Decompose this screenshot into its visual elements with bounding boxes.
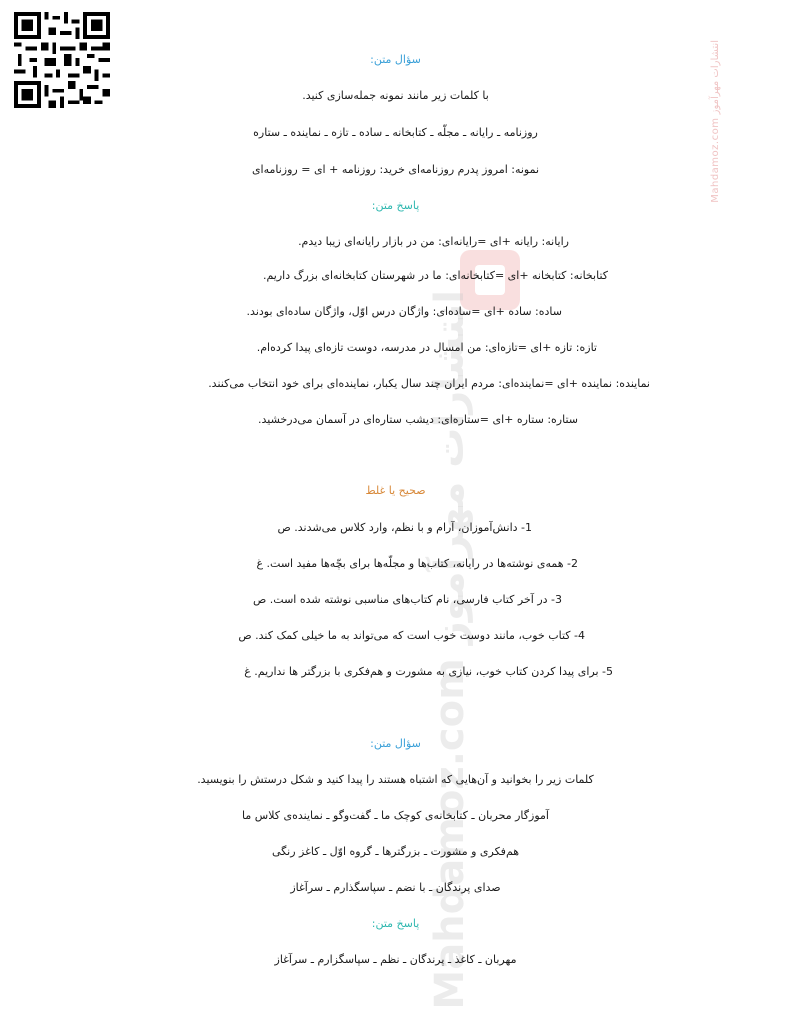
question-heading-1: سؤال متن: bbox=[370, 53, 421, 66]
instruction-2: کلمات زیر را بخوانید و آن‌هایی که اشتباه هستند را پیدا کنید و شکل درستش را بنویسید. bbox=[197, 773, 594, 786]
publisher-side-mark: انتشارات مهرآموز Mahdamoz.com bbox=[710, 40, 721, 203]
answer-line-6: ستاره: ستاره +ای =ستاره‌ای: دیشب ستاره‌ای در آسمان می‌درخشید. bbox=[258, 413, 578, 426]
true-false-item-1: 1- دانش‌آموزان، آرام و با نظم، وارد کلاس می‌شدند. ص bbox=[277, 521, 532, 534]
word-list-1: روزنامه ـ رایانه ـ مجلّه ـ کتابخانه ـ ساده ـ تازه ـ نماینده ـ ستاره bbox=[253, 126, 538, 139]
true-false-item-5: 5- برای پیدا کردن کتاب خوب، نیازی به مشورت و هم‌فکری با بزرگتر ها نداریم. غ bbox=[244, 665, 613, 678]
word-line-3: صدای پرندگان ـ با نضم ـ سپاسگذارم ـ سرآغاز bbox=[290, 881, 501, 894]
instruction-1: با کلمات زیر مانند نمونه جمله‌سازی کنید. bbox=[302, 89, 489, 102]
question-heading-2: سؤال متن: bbox=[370, 737, 421, 750]
true-false-heading: صحیح یا غلط bbox=[365, 484, 426, 497]
corrected-words: مهربان ـ کاغذ ـ پرندگان ـ نظم ـ سپاسگزارم ـ سرآغاز bbox=[274, 953, 517, 966]
word-line-1: آموزگار محربان ـ کتابخانه‌ی کوچک ما ـ گفت‌وگو ـ نماینده‌ی کلاس ما bbox=[242, 809, 549, 822]
answer-heading-1: پاسخ متن: bbox=[371, 199, 420, 212]
answer-line-2: کتابخانه: کتابخانه +ای =کتابخانه‌ای: ما در شهرستان کتابخانه‌ای بزرگ داریم. bbox=[262, 269, 608, 282]
example-line: نمونه: امروز پدرم روزنامه‌ای خرید: روزنامه + ای = روزنامه‌ای bbox=[251, 163, 540, 176]
true-false-item-2: 2- همه‌ی نوشته‌ها در رایانه، کتاب‌ها و مجلّه‌ها برای بچّه‌ها مفید است. غ bbox=[256, 557, 578, 570]
answer-heading-2: پاسخ متن: bbox=[371, 917, 420, 930]
watermark-text: انتشارات مهرآموز Mahdamoz.com bbox=[427, 290, 473, 1010]
answer-line-1: رایانه: رایانه +ای =رایانه‌ای: من در بازار رایانه‌ای زیبا دیدم. bbox=[298, 235, 569, 248]
answer-line-5: نماینده: نماینده +ای =نماینده‌ای: مردم ایران چند سال یکبار، نماینده‌ای برای خود انتخاب می‌کنند. bbox=[208, 377, 650, 390]
true-false-item-3: 3- در آخر کتاب فارسی، نام کتاب‌های مناسبی نوشته شده است. ص bbox=[252, 593, 562, 606]
answer-line-4: تازه: تازه +ای =تازه‌ای: من امسال در مدرسه، دوست تازه‌ای پیدا کرده‌ام. bbox=[256, 341, 597, 354]
word-line-2: هم‌فکری و مشورت ـ بزرگترها ـ گروه اوّل ـ کاغز رنگی bbox=[271, 845, 520, 858]
true-false-item-4: 4- کتاب خوب، مانند دوست خوب است که می‌تواند به ما خیلی کمک کند. ص bbox=[238, 629, 585, 642]
answer-line-3: ساده: ساده +ای =ساده‌ای: واژگان درس اوّل، واژگان ساده‌ای بودند. bbox=[246, 305, 562, 318]
